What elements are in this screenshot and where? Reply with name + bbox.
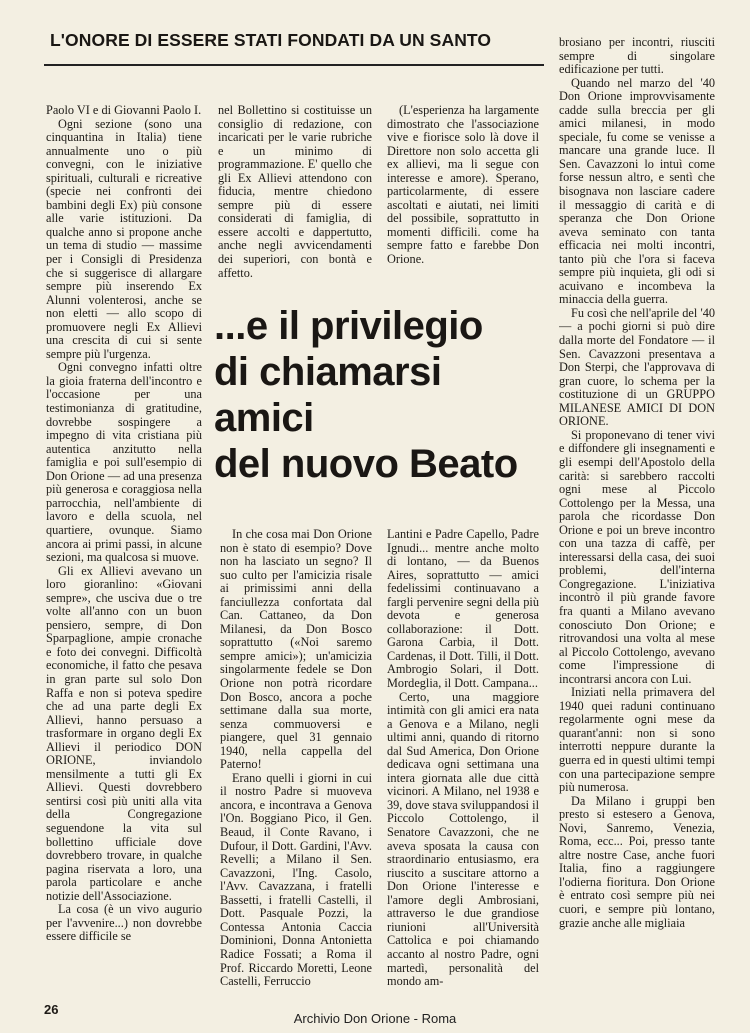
header-rule — [44, 64, 544, 66]
column-6 — [559, 36, 715, 1021]
paragraph: Gli ex Allievi avevano un loro gioranlino: «Giovani sempre», che usciva due o tre volte all'anno con un buon pensiero, sempre, di Don Sparpaglione, ampie cronache e foto dei convegni. Difficoltà economiche, il fatto che pesava in gran parte sul solo Don Raffa e non si poteva spedire che ad una parte degli Ex Allievi, hanno persuaso a trasformare in organo degli Ex Allievi il periodico DON ORIONE, inviandolo mensilmente a tutti gli Ex Allievi. Questi dovrebbero sentirsi così più uniti alla vita della Congregazione seguendone la vita sul bollettino ufficiale dove dovrebbero trovare, in qualche pagina riservata a loro, una parola particolare e anche notizie dell'Associazione. — [46, 563, 202, 903]
paragraph: Si proponevano di tener vivi e diffondere gli insegnamenti e gli esempi dell'Apostolo della carità: si sarebbero raccolti ogni mese al Piccolo Cottolengo per la Messa, una parola che ricordasse Don Orione e poi un breve incontro con una tazza di caffè, per interessarsi della casa, dei suoi problemi, dell'interna Congregazione. L'iniziativa incontrò il più grande favore fra quanti a Milano avevano conosciuto Don Orione; e ritrovandosi una volta al mese al Piccolo Cottolengo, avevano come l'impressione di incontrarsi ancora con Lui. — [559, 427, 715, 686]
headline-line: amici — [214, 396, 314, 440]
article-headline — [214, 303, 544, 487]
headline-line: ...e il privilegio — [214, 304, 483, 348]
paragraph: Lantini e Padre Capello, Padre Ignudi... mentre anche molto di lontano, — da Buenos Aires, soprattutto — amici fedelissimi continuavano a fargli pervenire segni della più devota e generosa collaborazione: il Dott. Garona Carbia, il Dott. Cardenas, il Dott. Tilli, il Dott. Ambrogio Solari, il Dott. Mordeglia, il Dott. Campana... — [387, 528, 539, 691]
archive-caption: Archivio Don Orione - Roma — [293, 1011, 457, 1026]
paragraph: Ogni convegno infatti oltre la gioia fraterna dell'incontro e l'occasione per una testimonianza di gratitudine, dovrebbe sospingere a impegno di vita cristiana più autentica anzitutto nella famiglia e poi sull'esempio di Don Orione — ad una presenza più generosa e coraggiosa nella parrocchia, nell'ambiente di lavoro e della scuola, nel quartiere, ovunque. Siamo ancora ai primi passi, in alcune sezioni, ma qualcosa si muove. — [46, 360, 202, 565]
paragraph: Paolo VI e di Giovanni Paolo I. — [46, 104, 202, 117]
paragraph: La cosa (è un vivo augurio per l'avvenire...) non dovrebbe essere difficile se — [46, 902, 202, 944]
paragraph: Iniziati nella primavera del 1940 quei raduni continuano regolarmente ogni mese da quarant'anni: non si sono interrotti neppure durante la guerra ed in questi ultimi tempi con una partecipazione sempre più numerosa. — [559, 685, 715, 795]
paragraph: Da Milano i gruppi ben presto si estesero a Genova, Novi, Sanremo, Venezia, Roma, ecc... Poi, presso tante altre nostre Case, anche fuori Italia, fino a raggiungere l'odierna fioritura. Don Orione è entrato così sempre più nei cuori, e sempre più lontano, grazie anche alle migliaia — [559, 793, 715, 930]
page-number: 26 — [44, 1002, 59, 1017]
paragraph: Quando nel marzo del '40 Don Orione improvvisamente cadde sulla breccia per gli amici milanesi, in modo speciale, fu come se venisse a mancare una grande luce. Il Sen. Cavazzoni lo intuì come forse nessun altro, e sentì che bisognava non lasciare cadere il messaggio di carità e di speranza che Don Orione aveva seminato con tanta efficacia nei molti incontri, tanto più che l'ora si faceva sempre più inquieta, gli odi si acuivano e incombeva la minaccia della guerra. — [559, 75, 715, 307]
paragraph: In che cosa mai Don Orione non è stato di esempio? Dove non ha lasciato un segno? Il suo culto per l'amicizia risale ai primissimi anni della fanciullezza confortata dal Can. Cattaneo, da Don Milanesi, da Don Bosco soprattutto («Noi saremo sempre amici»); un'amicizia singolarmente fedele se Don Orione non potrà ricordare Don Bosco, ancora a poche settimane dalla sua morte, senza commuoversi e piangere, quel 31 gennaio 1940, nella cappella del Paterno! — [220, 528, 372, 772]
headline-line: di chiamarsi — [214, 350, 442, 394]
paragraph: (L'esperienza ha largamente dimostrato che l'associazione vive e fiorisce solo là dove il Direttore non solo accetta gli ex allievi, ma li segue con interesse e amore). Sperano, particolarmente, di essere ascoltati e aiutati, nei limiti del possibile, soprattutto in momenti difficili. come ha sempre fatto e farebbe Don Orione. — [387, 104, 539, 267]
column-2 — [218, 104, 372, 286]
paragraph: Erano quelli i giorni in cui il nostro Padre si muoveva ancora, e incontrava a Genova l'On. Boggiano Pico, il Gen. Beaud, il Conte Ravano, i Dufour, il Dott. Gardini, l'Avv. Revelli; a Milano il Sen. Cavazzoni, l'Ing. Casolo, l'Avv. Cavazzana, i fratelli Bassetti, i fratelli Castelli, il Dott. Pasquale Pozzi, la Contessa Antonia Caccia Dominioni, Donna Antonietta Radice Fossati; a Roma il Prof. Riccardo Moretti, Leone Castelli, Ferruccio — [220, 770, 372, 989]
paragraph: nel Bollettino si costituisse un consiglio di redazione, con incaricati per le varie rubriche e un minimo di programmazione. E' quello che gli Ex Allievi attendono con fiducia, mentre chiedono sempre più di essere considerati di famiglia, di essere accolti e dappertutto, anche negli avvicendamenti dei superiori, con bontà e affetto. — [218, 104, 372, 280]
headline-line: del nuovo Beato — [214, 442, 518, 486]
paragraph: brosiano per incontri, riusciti sempre di singolare edificazione per tutti. — [559, 36, 715, 77]
paragraph: Ogni sezione (sono una cinquantina in Italia) tiene annualmente uno o più convegni, con le iniziative spirituali, culturali e ricreative (specie nei confronti dei bambini degli Ex) più consone alle varie istituzioni. Da qualche anno si propone anche un tema di studio — massime per i Consigli di Presidenza che si suggerisce di allargare sempre più inserendo Ex Alunni volenterosi, anche se non eletti — allo scopo di promuovere negli Ex Allievi una crescita di cui si sente sempre più l'urgenza. — [46, 116, 202, 361]
column-4 — [220, 528, 372, 1008]
page-header-title: L'ONORE DI ESSERE STATI FONDATI DA UN SANTO — [50, 30, 492, 50]
column-3 — [387, 104, 539, 286]
column-1 — [46, 104, 202, 1004]
column-5 — [387, 528, 539, 1008]
paragraph: Certo, una maggiore intimità con gli amici era nata a Genova e a Milano, negli ultimi anni, quando di ritorno dal Sud America, Don Orione dedicava ogni settimana una intera giornata alle due città vicinori. A Milano, nel 1938 e 39, dove stava sviluppandosi il Piccolo Cottolengo, il Senatore Cavazzoni, che ne aveva sposata la causa con straordinario entusiasmo, era riuscito a suscitare attorno a Don Orione l'interesse e l'amore degli Ambrosiani, attraverso le due grandiose riunioni all'Università Cattolica e poi chiamando accanto al nostro Padre, ogni martedì, personalità del mondo am- — [387, 689, 539, 989]
paragraph: Fu così che nell'aprile del '40 — a pochi giorni si può dire dalla morte del Fondatore — il Sen. Cavazzoni presentava a Don Sterpi, che l'approvava di gran cuore, lo schema per la costituzione di un GRUPPO MILANESE AMICI DI DON ORIONE. — [559, 305, 715, 429]
